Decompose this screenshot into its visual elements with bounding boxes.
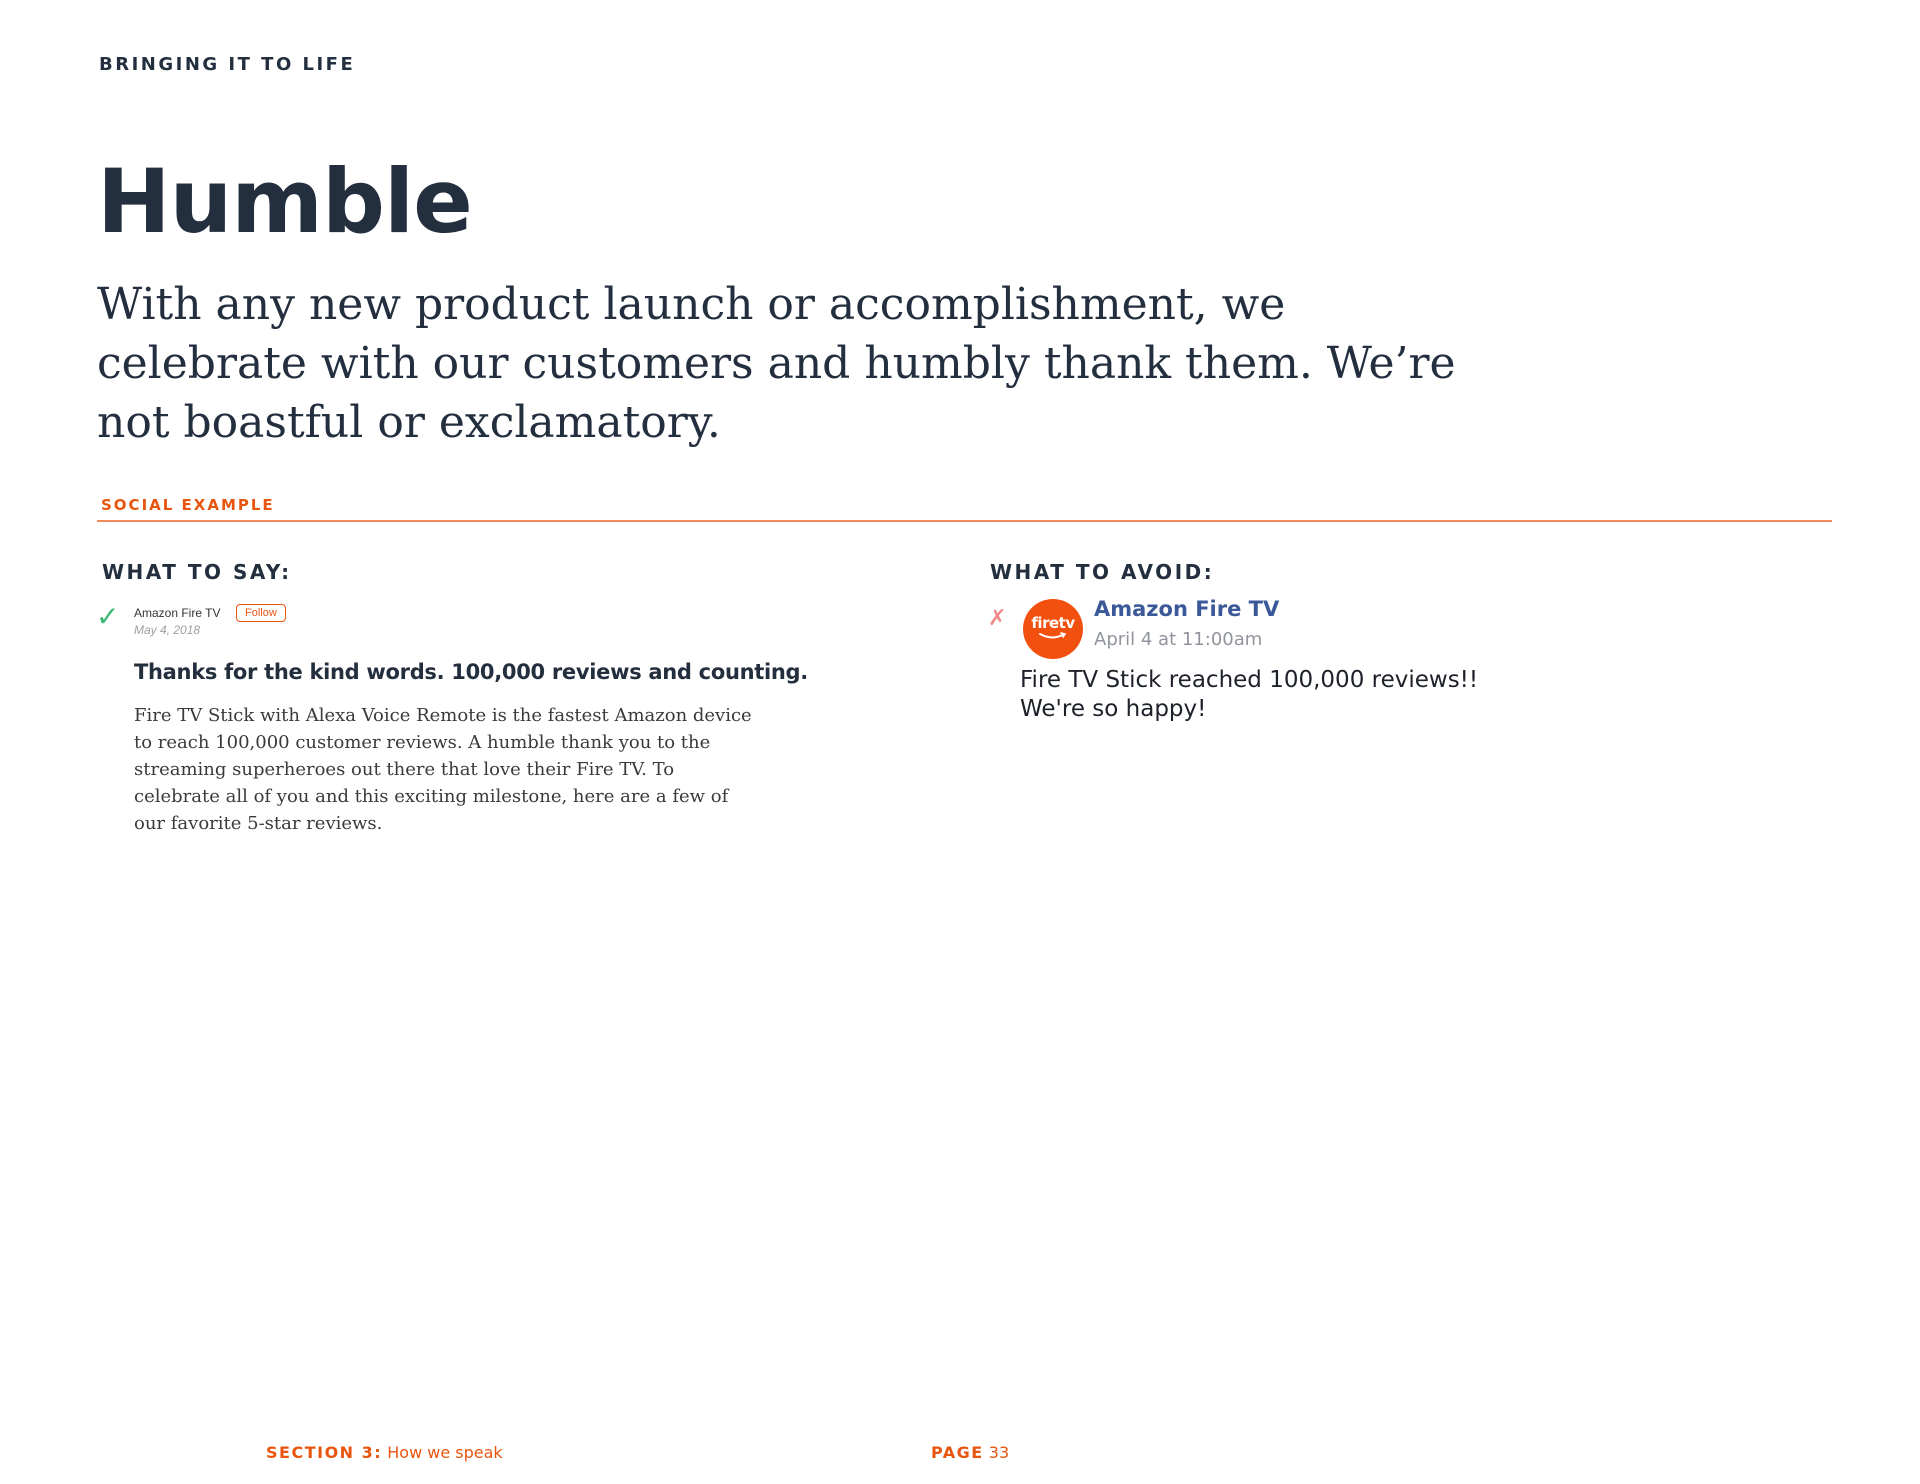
footer-section (266, 1443, 503, 1462)
firetv-logo-text: firetv (1031, 614, 1075, 632)
bad-post-author[interactable]: Amazon Fire TV (1094, 597, 1280, 621)
section-label: SOCIAL EXAMPLE (101, 496, 275, 514)
what-to-say-heading: WHAT TO SAY: (102, 560, 292, 584)
firetv-avatar[interactable] (1023, 599, 1083, 659)
check-icon: ✓ (96, 600, 120, 633)
bad-post-line-2: We're so happy! (1020, 696, 1207, 722)
cross-icon: ✗ (988, 606, 1007, 631)
good-post-headline: Thanks for the kind words. 100,000 reviews and counting. (134, 660, 808, 684)
page-title: Humble (97, 150, 472, 253)
good-post-date: May 4, 2018 (134, 623, 201, 637)
footer-section-prefix: SECTION 3: (266, 1443, 383, 1462)
footer-page-number: 33 (988, 1443, 1010, 1462)
follow-button[interactable]: Follow (236, 604, 286, 622)
footer-page-prefix: PAGE (931, 1443, 984, 1462)
bad-post-line-1: Fire TV Stick reached 100,000 reviews!! (1020, 667, 1479, 693)
good-post-body: Fire TV Stick with Alexa Voice Remote is the fastest Amazon device to reach 100,000 customer reviews. A humble thank you to the streaming superheroes out there that love their Fire TV. To celebrate all of you and this exciting milestone, here are a few of our favorite 5-star reviews. (134, 705, 752, 834)
page-eyebrow: BRINGING IT TO LIFE (99, 54, 356, 75)
footer-page (931, 1443, 1009, 1462)
good-post-author[interactable]: Amazon Fire TV (134, 606, 221, 620)
section-divider (97, 520, 1832, 522)
bad-post-date[interactable]: April 4 at 11:00am (1094, 629, 1263, 650)
lead-paragraph: With any new product launch or accomplishment, we celebrate with our customers and humbly thank them. We’re not boastful or exclamatory. (97, 279, 1456, 448)
what-to-avoid-heading: WHAT TO AVOID: (990, 560, 1215, 584)
smile-arrow-icon (1038, 632, 1068, 640)
bad-post-body (1020, 666, 1540, 724)
footer-section-name: How we speak (387, 1443, 503, 1462)
